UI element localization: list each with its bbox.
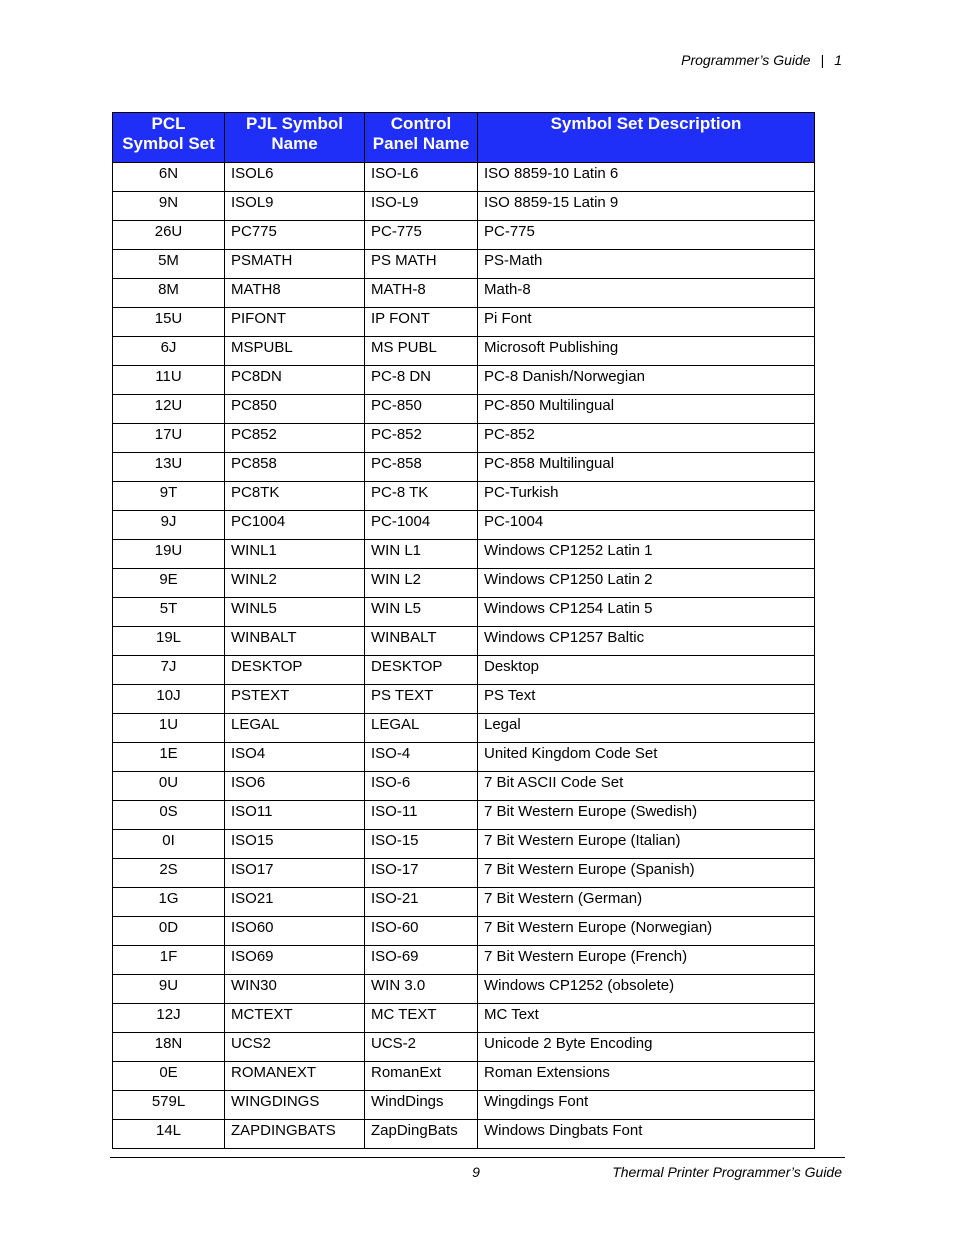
table-row — [113, 772, 815, 801]
pcl-symbol-set-cell: 0I — [113, 830, 225, 859]
pjl-symbol-name-cell: PC775 — [225, 221, 365, 250]
pcl-symbol-set-cell: 12U — [113, 395, 225, 424]
pcl-symbol-set-cell: 8M — [113, 279, 225, 308]
pjl-symbol-name-cell: ISOL9 — [225, 192, 365, 221]
control-panel-name-cell: PC-852 — [365, 424, 478, 453]
table-row — [113, 946, 815, 975]
description-cell: 7 Bit Western Europe (Swedish) — [478, 801, 815, 830]
description-cell: PC-Turkish — [478, 482, 815, 511]
control-panel-name-cell: ISO-11 — [365, 801, 478, 830]
description-cell: United Kingdom Code Set — [478, 743, 815, 772]
pcl-symbol-set-cell: 19U — [113, 540, 225, 569]
description-cell: PC-775 — [478, 221, 815, 250]
pjl-symbol-name-cell: DESKTOP — [225, 656, 365, 685]
description-cell: Wingdings Font — [478, 1091, 815, 1120]
description-cell: Windows CP1257 Baltic — [478, 627, 815, 656]
pjl-symbol-name-cell: UCS2 — [225, 1033, 365, 1062]
pcl-symbol-set-cell: 1U — [113, 714, 225, 743]
pcl-symbol-set-cell: 1F — [113, 946, 225, 975]
table-row — [113, 1033, 815, 1062]
control-panel-name-cell: WINBALT — [365, 627, 478, 656]
pjl-symbol-name-cell: PSTEXT — [225, 685, 365, 714]
pjl-symbol-name-cell: WINBALT — [225, 627, 365, 656]
table-row — [113, 685, 815, 714]
column-header-line: PJL Symbol — [246, 114, 343, 133]
pjl-symbol-name-cell: MCTEXT — [225, 1004, 365, 1033]
control-panel-name-cell: ISO-60 — [365, 917, 478, 946]
pcl-symbol-set-cell: 7J — [113, 656, 225, 685]
pcl-symbol-set-cell: 5M — [113, 250, 225, 279]
pcl-symbol-set-cell: 26U — [113, 221, 225, 250]
table-row — [113, 917, 815, 946]
pjl-symbol-name-cell: ISO11 — [225, 801, 365, 830]
table-row — [113, 250, 815, 279]
table-row — [113, 221, 815, 250]
pjl-symbol-name-cell: PC852 — [225, 424, 365, 453]
pcl-symbol-set-cell: 10J — [113, 685, 225, 714]
pjl-symbol-name-cell: ISO15 — [225, 830, 365, 859]
table-row — [113, 743, 815, 772]
table-row — [113, 656, 815, 685]
running-header-guide: Programmer’s Guide — [681, 52, 811, 68]
control-panel-name-cell: WindDings — [365, 1091, 478, 1120]
control-panel-name-cell: ZapDingBats — [365, 1120, 478, 1149]
control-panel-name-cell: PS TEXT — [365, 685, 478, 714]
table-body — [113, 163, 815, 1149]
pjl-symbol-name-cell: ISO69 — [225, 946, 365, 975]
description-cell: Roman Extensions — [478, 1062, 815, 1091]
column-header-pjl-symbol-name — [225, 113, 365, 163]
pcl-symbol-set-cell: 579L — [113, 1091, 225, 1120]
pjl-symbol-name-cell: WINL2 — [225, 569, 365, 598]
column-header-line: Symbol Set Description — [550, 114, 742, 133]
footer-title: Thermal Printer Programmer’s Guide — [612, 1164, 842, 1180]
table-header-row — [113, 113, 815, 163]
control-panel-name-cell: ISO-L9 — [365, 192, 478, 221]
table-row — [113, 1004, 815, 1033]
pjl-symbol-name-cell: PC858 — [225, 453, 365, 482]
description-cell: 7 Bit Western Europe (Italian) — [478, 830, 815, 859]
control-panel-name-cell: ISO-4 — [365, 743, 478, 772]
pjl-symbol-name-cell: ISOL6 — [225, 163, 365, 192]
pcl-symbol-set-cell: 14L — [113, 1120, 225, 1149]
pjl-symbol-name-cell: ZAPDINGBATS — [225, 1120, 365, 1149]
control-panel-name-cell: MS PUBL — [365, 337, 478, 366]
pcl-symbol-set-cell: 0D — [113, 917, 225, 946]
control-panel-name-cell: PS MATH — [365, 250, 478, 279]
control-panel-name-cell: LEGAL — [365, 714, 478, 743]
description-cell: Legal — [478, 714, 815, 743]
pcl-symbol-set-cell: 13U — [113, 453, 225, 482]
column-header-line: Symbol Set — [122, 134, 215, 153]
description-cell: Windows CP1252 Latin 1 — [478, 540, 815, 569]
table-row — [113, 801, 815, 830]
pjl-symbol-name-cell: ISO17 — [225, 859, 365, 888]
pjl-symbol-name-cell: PC1004 — [225, 511, 365, 540]
running-header-number: 1 — [834, 52, 842, 68]
control-panel-name-cell: PC-775 — [365, 221, 478, 250]
control-panel-name-cell: PC-8 DN — [365, 366, 478, 395]
table-row — [113, 569, 815, 598]
pcl-symbol-set-cell: 1E — [113, 743, 225, 772]
control-panel-name-cell: ISO-21 — [365, 888, 478, 917]
table-row — [113, 279, 815, 308]
pcl-symbol-set-cell: 9T — [113, 482, 225, 511]
table-row — [113, 714, 815, 743]
table-row — [113, 308, 815, 337]
column-header-line: Name — [271, 134, 318, 153]
description-cell: 7 Bit Western (German) — [478, 888, 815, 917]
control-panel-name-cell: ISO-6 — [365, 772, 478, 801]
table-row — [113, 395, 815, 424]
pjl-symbol-name-cell: WIN30 — [225, 975, 365, 1004]
page-number: 9 — [472, 1164, 480, 1180]
control-panel-name-cell: ISO-69 — [365, 946, 478, 975]
pjl-symbol-name-cell: WINGDINGS — [225, 1091, 365, 1120]
description-cell: MC Text — [478, 1004, 815, 1033]
pjl-symbol-name-cell: ISO60 — [225, 917, 365, 946]
pcl-symbol-set-cell: 6N — [113, 163, 225, 192]
column-header-line: PCL — [151, 114, 186, 133]
pcl-symbol-set-cell: 0E — [113, 1062, 225, 1091]
table-row — [113, 366, 815, 395]
column-header-line: Panel Name — [372, 134, 470, 153]
description-cell: Windows CP1254 Latin 5 — [478, 598, 815, 627]
control-panel-name-cell: WIN L1 — [365, 540, 478, 569]
description-cell: Microsoft Publishing — [478, 337, 815, 366]
pjl-symbol-name-cell: ISO4 — [225, 743, 365, 772]
pcl-symbol-set-cell: 6J — [113, 337, 225, 366]
table-row — [113, 511, 815, 540]
pjl-symbol-name-cell: PSMATH — [225, 250, 365, 279]
pjl-symbol-name-cell: ROMANEXT — [225, 1062, 365, 1091]
table-row — [113, 1062, 815, 1091]
control-panel-name-cell: RomanExt — [365, 1062, 478, 1091]
column-header-pcl-symbol-set — [113, 113, 225, 163]
table-row — [113, 975, 815, 1004]
column-header-control-panel-name — [365, 113, 478, 163]
table-row — [113, 337, 815, 366]
pcl-symbol-set-cell: 5T — [113, 598, 225, 627]
control-panel-name-cell: ISO-17 — [365, 859, 478, 888]
description-cell: 7 Bit ASCII Code Set — [478, 772, 815, 801]
pcl-symbol-set-cell: 9N — [113, 192, 225, 221]
pjl-symbol-name-cell: LEGAL — [225, 714, 365, 743]
description-cell: PS-Math — [478, 250, 815, 279]
description-cell: Math-8 — [478, 279, 815, 308]
pjl-symbol-name-cell: PC8TK — [225, 482, 365, 511]
pjl-symbol-name-cell: WINL5 — [225, 598, 365, 627]
description-cell: Windows CP1252 (obsolete) — [478, 975, 815, 1004]
control-panel-name-cell: WIN L5 — [365, 598, 478, 627]
pcl-symbol-set-cell: 9E — [113, 569, 225, 598]
control-panel-name-cell: PC-8 TK — [365, 482, 478, 511]
description-cell: PC-850 Multilingual — [478, 395, 815, 424]
description-cell: PS Text — [478, 685, 815, 714]
pcl-symbol-set-cell: 9U — [113, 975, 225, 1004]
footer-rule — [110, 1157, 845, 1158]
control-panel-name-cell: WIN L2 — [365, 569, 478, 598]
description-cell: Windows Dingbats Font — [478, 1120, 815, 1149]
pjl-symbol-name-cell: MSPUBL — [225, 337, 365, 366]
control-panel-name-cell: PC-1004 — [365, 511, 478, 540]
pcl-symbol-set-cell: 0S — [113, 801, 225, 830]
table-row — [113, 830, 815, 859]
table-row — [113, 888, 815, 917]
pcl-symbol-set-cell: 12J — [113, 1004, 225, 1033]
description-cell: 7 Bit Western Europe (Norwegian) — [478, 917, 815, 946]
running-header-separator: | — [820, 52, 825, 68]
table-row — [113, 163, 815, 192]
table-row — [113, 424, 815, 453]
control-panel-name-cell: PC-858 — [365, 453, 478, 482]
control-panel-name-cell: ISO-15 — [365, 830, 478, 859]
pjl-symbol-name-cell: PIFONT — [225, 308, 365, 337]
table-row — [113, 1091, 815, 1120]
pcl-symbol-set-cell: 17U — [113, 424, 225, 453]
table-row — [113, 598, 815, 627]
control-panel-name-cell: MC TEXT — [365, 1004, 478, 1033]
pcl-symbol-set-cell: 15U — [113, 308, 225, 337]
description-cell: 7 Bit Western Europe (Spanish) — [478, 859, 815, 888]
description-cell: 7 Bit Western Europe (French) — [478, 946, 815, 975]
control-panel-name-cell: WIN 3.0 — [365, 975, 478, 1004]
pjl-symbol-name-cell: WINL1 — [225, 540, 365, 569]
control-panel-name-cell: ISO-L6 — [365, 163, 478, 192]
column-header-line: Control — [390, 114, 452, 133]
table-row — [113, 540, 815, 569]
table-row — [113, 859, 815, 888]
pcl-symbol-set-cell: 19L — [113, 627, 225, 656]
description-cell: PC-8 Danish/Norwegian — [478, 366, 815, 395]
table-row — [113, 482, 815, 511]
description-cell: Windows CP1250 Latin 2 — [478, 569, 815, 598]
control-panel-name-cell: UCS-2 — [365, 1033, 478, 1062]
table-row — [113, 192, 815, 221]
description-cell: PC-852 — [478, 424, 815, 453]
description-cell: Pi Font — [478, 308, 815, 337]
pjl-symbol-name-cell: PC850 — [225, 395, 365, 424]
pcl-symbol-set-cell: 11U — [113, 366, 225, 395]
pjl-symbol-name-cell: PC8DN — [225, 366, 365, 395]
pjl-symbol-name-cell: MATH8 — [225, 279, 365, 308]
control-panel-name-cell: MATH-8 — [365, 279, 478, 308]
table-row — [113, 1120, 815, 1149]
column-header-symbol-set-description — [478, 113, 815, 163]
description-cell: Unicode 2 Byte Encoding — [478, 1033, 815, 1062]
pcl-symbol-set-cell: 2S — [113, 859, 225, 888]
pcl-symbol-set-cell: 1G — [113, 888, 225, 917]
symbol-set-table — [112, 112, 815, 1149]
control-panel-name-cell: DESKTOP — [365, 656, 478, 685]
description-cell: Desktop — [478, 656, 815, 685]
description-cell: PC-1004 — [478, 511, 815, 540]
table-row — [113, 453, 815, 482]
pjl-symbol-name-cell: ISO21 — [225, 888, 365, 917]
description-cell: ISO 8859-10 Latin 6 — [478, 163, 815, 192]
running-header — [681, 52, 842, 68]
control-panel-name-cell: IP FONT — [365, 308, 478, 337]
control-panel-name-cell: PC-850 — [365, 395, 478, 424]
description-cell: ISO 8859-15 Latin 9 — [478, 192, 815, 221]
pcl-symbol-set-cell: 18N — [113, 1033, 225, 1062]
table-row — [113, 627, 815, 656]
description-cell: PC-858 Multilingual — [478, 453, 815, 482]
pjl-symbol-name-cell: ISO6 — [225, 772, 365, 801]
pcl-symbol-set-cell: 9J — [113, 511, 225, 540]
pcl-symbol-set-cell: 0U — [113, 772, 225, 801]
